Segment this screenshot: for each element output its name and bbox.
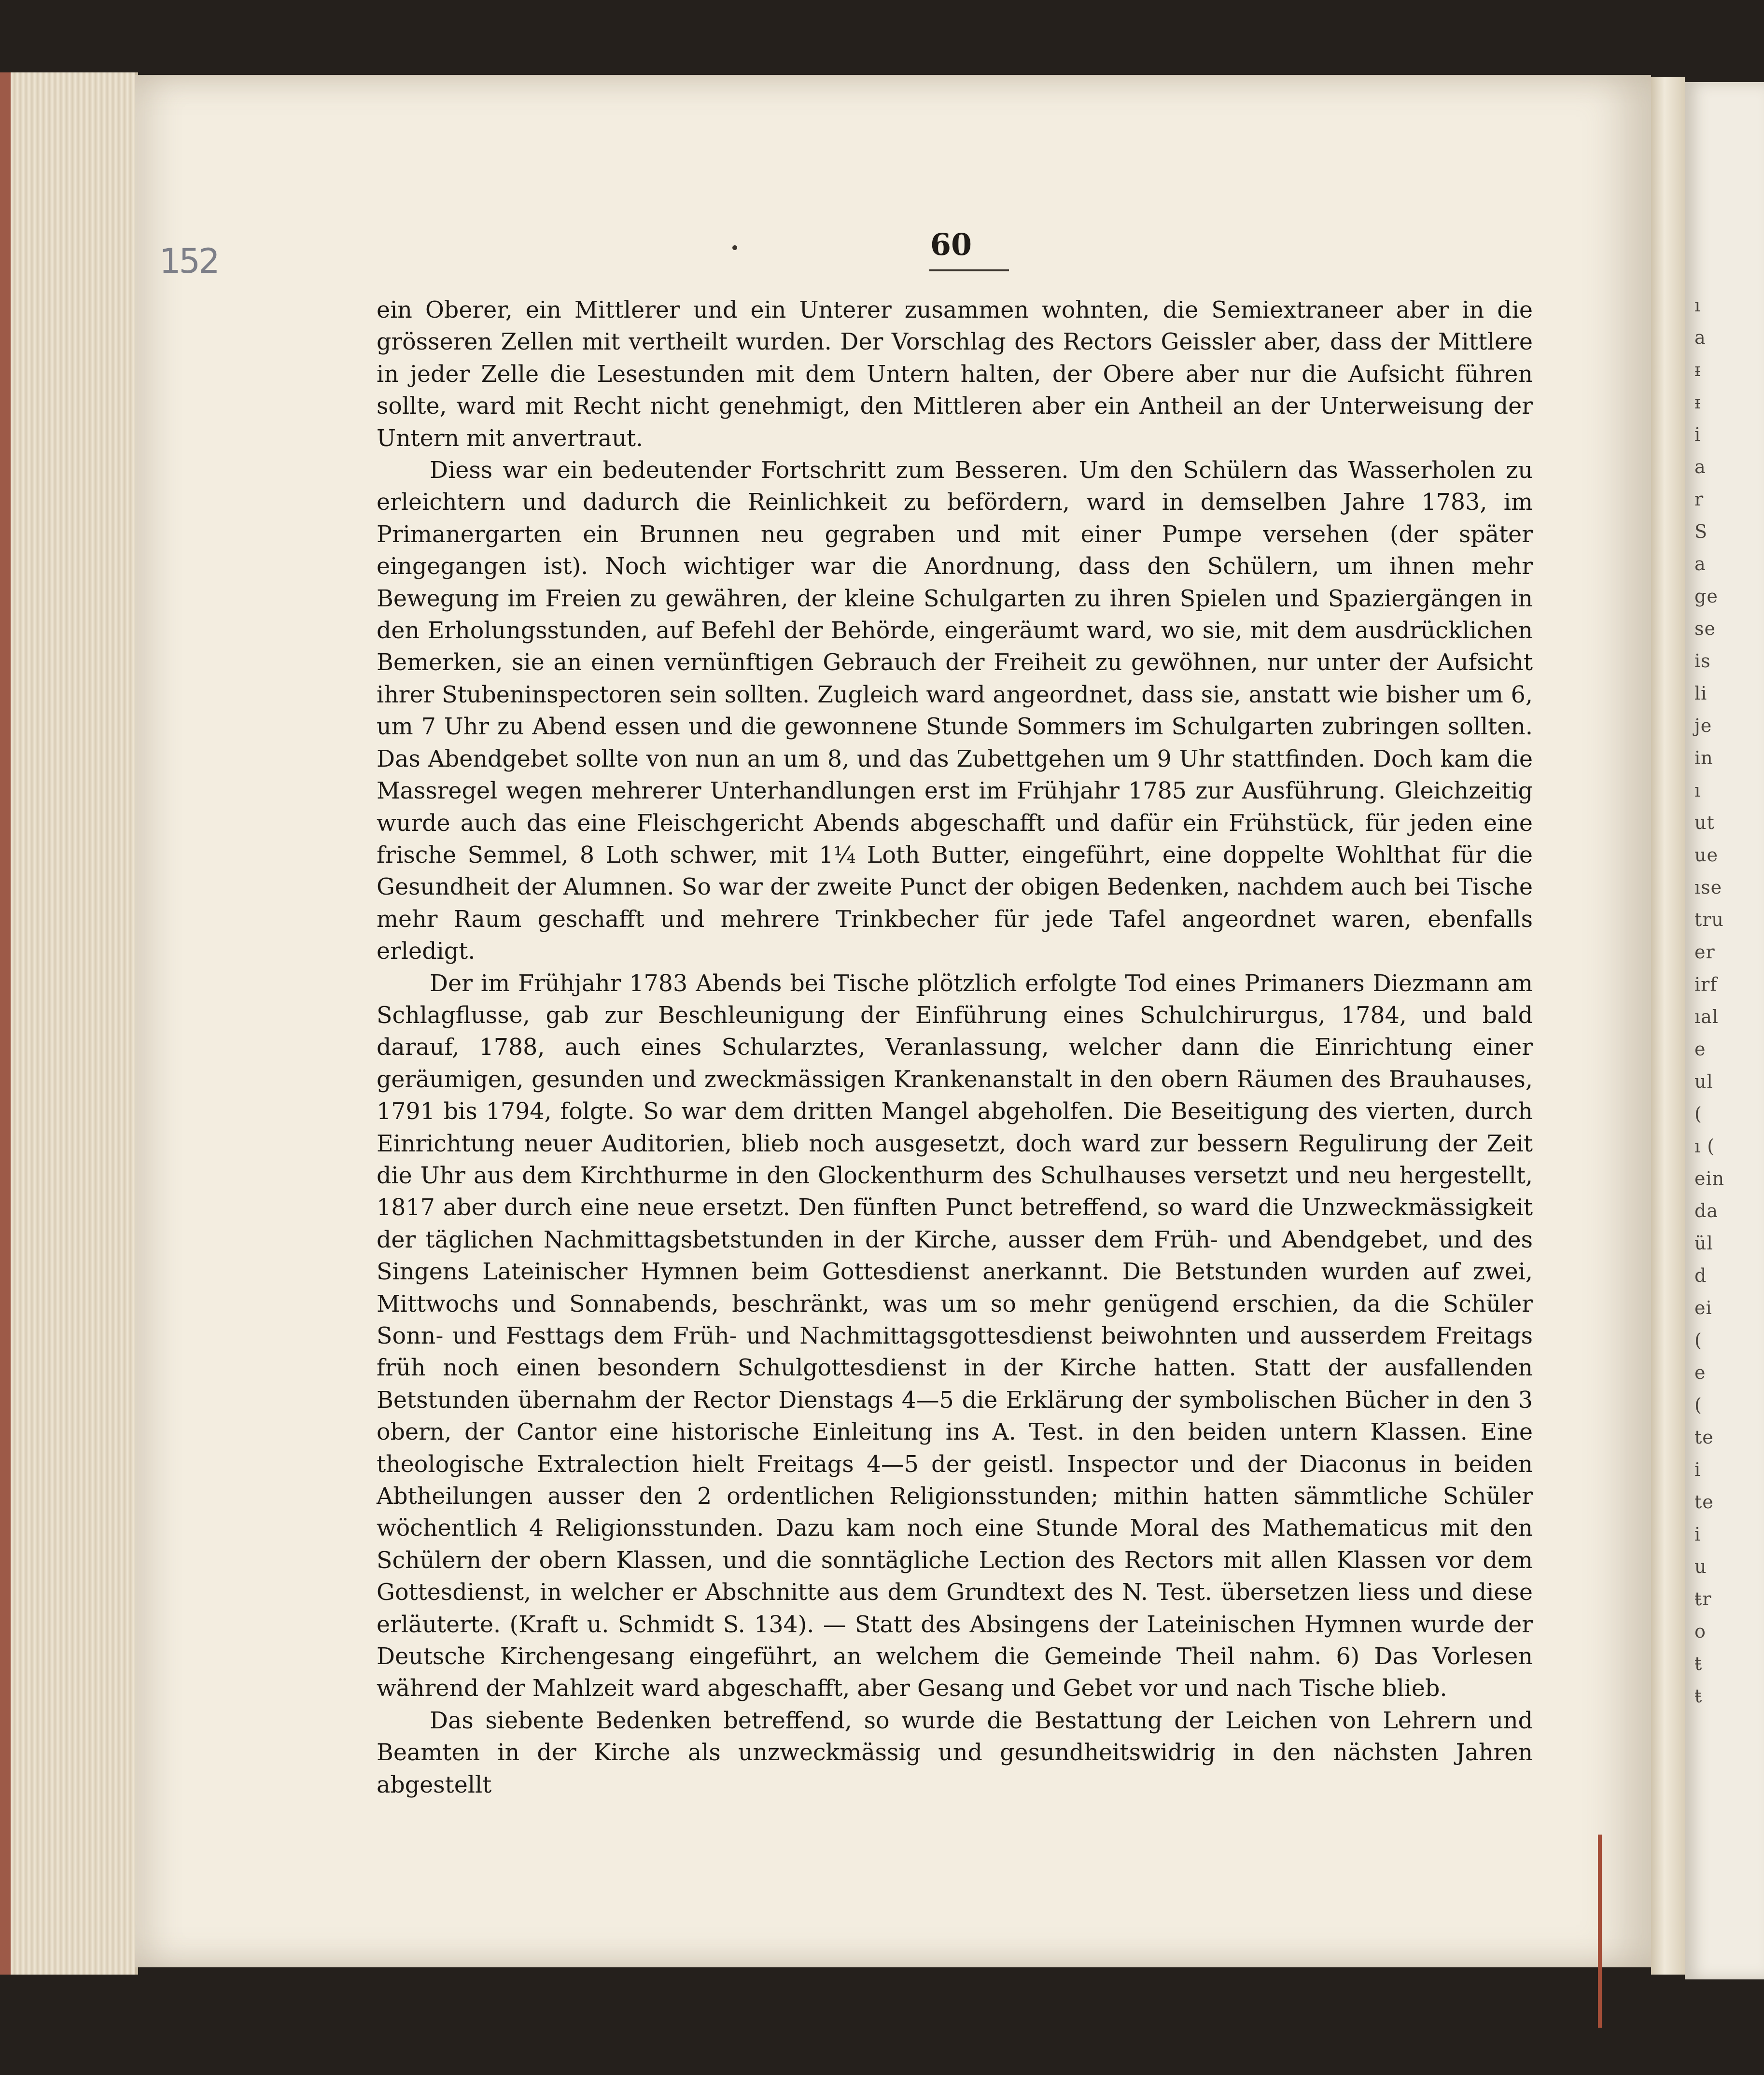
facing-page-fragment: ŧ: [1694, 1653, 1703, 1674]
facing-page-fragment: irf: [1694, 974, 1718, 995]
paragraph-2: Diess war ein bedeutender Fortschritt zum Besseren. Um den Schülern das Wasserholen zu erleichtern und dadurch die Reinlichkeit zu befördern, ward in demselben Jahre 1783, im Primanergarten ein Brunnen neu gegraben und mit einer Pumpe versehen (der später eingegangen ist). Noch wichtiger war die Anordnung, dass den Schülern, um ihnen mehr Bewegung im Freien zu gewähren, der kleine Schulgarten zu ihren Spielen und Spaziergängen in den Erholungsstunden, auf Befehl der Behörde, eingeräumt ward, wo sie, mit dem ausdrücklichen Bemerken, sie an einen vernünftigen Gebrauch der Freiheit zu gewöhnen, nur unter der Aufsicht ihrer Stubeninspectoren sein sollten. Zugleich ward angeordnet, dass sie, anstatt wie bisher um 6, um 7 Uhr zu Abend essen und die gewonnene Stunde Sommers im Schulgarten zubringen sollten. Das Abendgebet sollte von nun an um 8, und das Zubettgehen um 9 Uhr stattfinden. Doch kam die Massregel wegen mehrerer Unterhandlungen erst im Frühjahr 1785 zur Ausführung. Gleichzeitig wurde auch das eine Fleischgericht Abends abgeschafft und dafür ein Frühstück, für jeden eine frische Semmel, 8 Loth schwer, mit 1¼ Loth Butter, eingeführt, eine doppelte Wohlthat für die Gesundheit der Alumnen. So war der zweite Punct der obigen Bedenken, nachdem auch bei Tische mehr Raum geschafft und mehrere Trinkbecher für jede Tafel angeordnet waren, ebenfalls erledigt.: [377, 457, 1533, 965]
facing-page-fragment: r: [1694, 489, 1704, 510]
facing-page-fragment: ul: [1694, 1071, 1713, 1092]
facing-page-edge: [1685, 82, 1764, 1979]
ink-dot: [732, 245, 737, 250]
facing-page-fragment: ut: [1694, 812, 1715, 833]
facing-page-fragment: li: [1694, 683, 1708, 704]
book-page-edges: [0, 72, 138, 1975]
facing-page-fragment: ein: [1694, 1168, 1725, 1189]
facing-page-fragment: ᵻ: [1694, 392, 1701, 413]
facing-page-fragment: ı: [1694, 294, 1701, 316]
ribbon-marker: [1598, 1835, 1602, 2028]
body-text: [377, 294, 1533, 1801]
facing-page-fragment: ᵻ: [1694, 359, 1701, 380]
facing-page-fragment: ŧ: [1694, 1685, 1703, 1707]
facing-page-fragment: is: [1694, 650, 1711, 672]
facing-page-fragment: te: [1694, 1427, 1714, 1448]
facing-page-fragment: S: [1694, 521, 1708, 542]
facing-page-fragment: i: [1694, 424, 1701, 445]
facing-page-fragment: ue: [1694, 844, 1718, 866]
facing-page-fragment: ıse: [1694, 877, 1722, 898]
facing-page-fragment: i: [1694, 1524, 1701, 1545]
facing-page-fragment: (: [1694, 1394, 1702, 1416]
paragraph-4: Das siebente Bedenken betreffend, so wurde die Bestattung der Leichen von Lehrern und Beamten in der Kirche als unzweckmässig und gesundheitswidrig in den nächsten Jahren abgestellt: [377, 1707, 1533, 1798]
facing-page-fragment: se: [1694, 618, 1716, 639]
facing-page-fragment: ŧr: [1694, 1588, 1712, 1610]
facing-page-fragment: tru: [1694, 909, 1724, 930]
facing-page-fragment: o: [1694, 1621, 1706, 1642]
book-gutter: [1651, 77, 1685, 1975]
paragraph-3: Der im Frühjahr 1783 Abends bei Tische plötzlich erfolgte Tod eines Primaners Diezmann am Schlagflusse, gab zur Beschleunigung der Einführung eines Schulchirurgus, 1784, und bald darauf, 1788, auch eines Schularztes, Veranlassung, welcher dann die Einrichtung einer geräumigen, gesunden und zweckmässigen Krankenanstalt in den obern Räumen des Brauhauses, 1791 bis 1794, folgte. So war dem dritten Mangel abgeholfen. Die Beseitigung des vierten, durch Einrichtung neuer Auditorien, blieb noch ausgesetzt, doch ward zur bessern Regulirung der Zeit die Uhr aus dem Kirchthurme in den Glockenthurm des Schulhauses versetzt und neu hergestellt, 1817 aber durch eine neue ersetzt. Den fünften Punct betreffend, so ward die Unzweckmässigkeit der täglichen Nachmittagsbetstunden in der Kirche, ausser dem Früh- und Abendgebet, und des Singens Lateinischer Hymnen beim Gottesdienst anerkannt. Die Betstunden wurden auf zwei, Mittwochs und Sonnabends, beschränkt, was um so mehr genügend erschien, da die Schüler Sonn- und Festtags dem Früh- und Nachmittagsgottesdienst beiwohnten und ausserdem Freitags früh noch einen besondern Schulgottesdienst in der Kirche hatten. Statt der ausfallenden Betstunden übernahm der Rector Dienstags 4—5 die Erklärung der symbolischen Bücher in den 3 obern, der Cantor eine historische Einleitung ins A. Test. in den beiden untern Klassen. Eine theologische Extralection hielt Freitags 4—5 der geistl. Inspector und der Diaconus in beiden Abtheilungen ausser den 2 ordentlichen Religionsstunden; mithin hatten sämmtliche Schüler wöchentlich 4 Religionsstunden. Dazu kam noch eine Stunde Moral des Mathematicus mit den Schülern der obern Klassen, und die sonntägliche Lection des Rectors mit allen Klassen vor dem Gottesdienst, in welcher er Abschnitte aus dem Grundtext des N. Test. übersetzen liess und diese erläuterte. (Kraft u. Schmidt S. 134). — Statt des Absingens der Lateinischen Hymnen wurde der Deutsche Kirchengesang eingeführt, an welchem die Gemeinde Theil nahm. 6) Das Vorlesen während der Mahlzeit ward abgeschafft, aber Gesang und Gebet vor und nach Tische blieb.: [377, 970, 1533, 1702]
page-number-underline: [929, 269, 1009, 271]
facing-page-fragment: ıal: [1694, 1006, 1719, 1027]
facing-page-fragment: (: [1694, 1103, 1702, 1124]
facing-page-fragment: ül: [1694, 1233, 1713, 1254]
facing-page-fragment: in: [1694, 747, 1713, 769]
facing-page-fragment: i: [1694, 1459, 1701, 1480]
facing-page-fragment: ı (: [1694, 1136, 1715, 1157]
page-number: 60: [930, 227, 972, 262]
facing-page-fragment: ei: [1694, 1297, 1712, 1318]
facing-page-fragment: (: [1694, 1330, 1702, 1351]
facing-page-fragment: er: [1694, 941, 1715, 963]
facing-page-fragment: e: [1694, 1038, 1706, 1060]
facing-page-fragment: da: [1694, 1200, 1718, 1221]
facing-page-fragment: ı: [1694, 780, 1701, 801]
facing-page-fragment: a: [1694, 327, 1706, 348]
facing-page-fragment: d: [1694, 1265, 1707, 1286]
facing-page-fragment: u: [1694, 1556, 1707, 1577]
paragraph-1: ein Oberer, ein Mittlerer und ein Unterer zusammen wohnten, die Semiextraneer aber in die grösseren Zellen mit vertheilt wurden. Der Vorschlag des Rectors Geissler aber, dass der Mittlere in jeder Zelle die Lesestunden mit dem Untern halten, der Obere aber nur die Aufsicht führen sollte, ward mit Recht nicht genehmigt, den Mittleren aber ein Antheil an der Unterweisung der Untern mit anvertraut.: [377, 297, 1533, 452]
facing-page-fragment: a: [1694, 553, 1706, 575]
facing-page-fragment: ge: [1694, 586, 1718, 607]
facing-page-fragment: te: [1694, 1491, 1714, 1513]
facing-page-fragment: je: [1694, 715, 1712, 736]
handwritten-margin-note: 152: [159, 241, 218, 281]
facing-page-fragment: e: [1694, 1362, 1706, 1383]
facing-page-fragment: a: [1694, 456, 1706, 477]
